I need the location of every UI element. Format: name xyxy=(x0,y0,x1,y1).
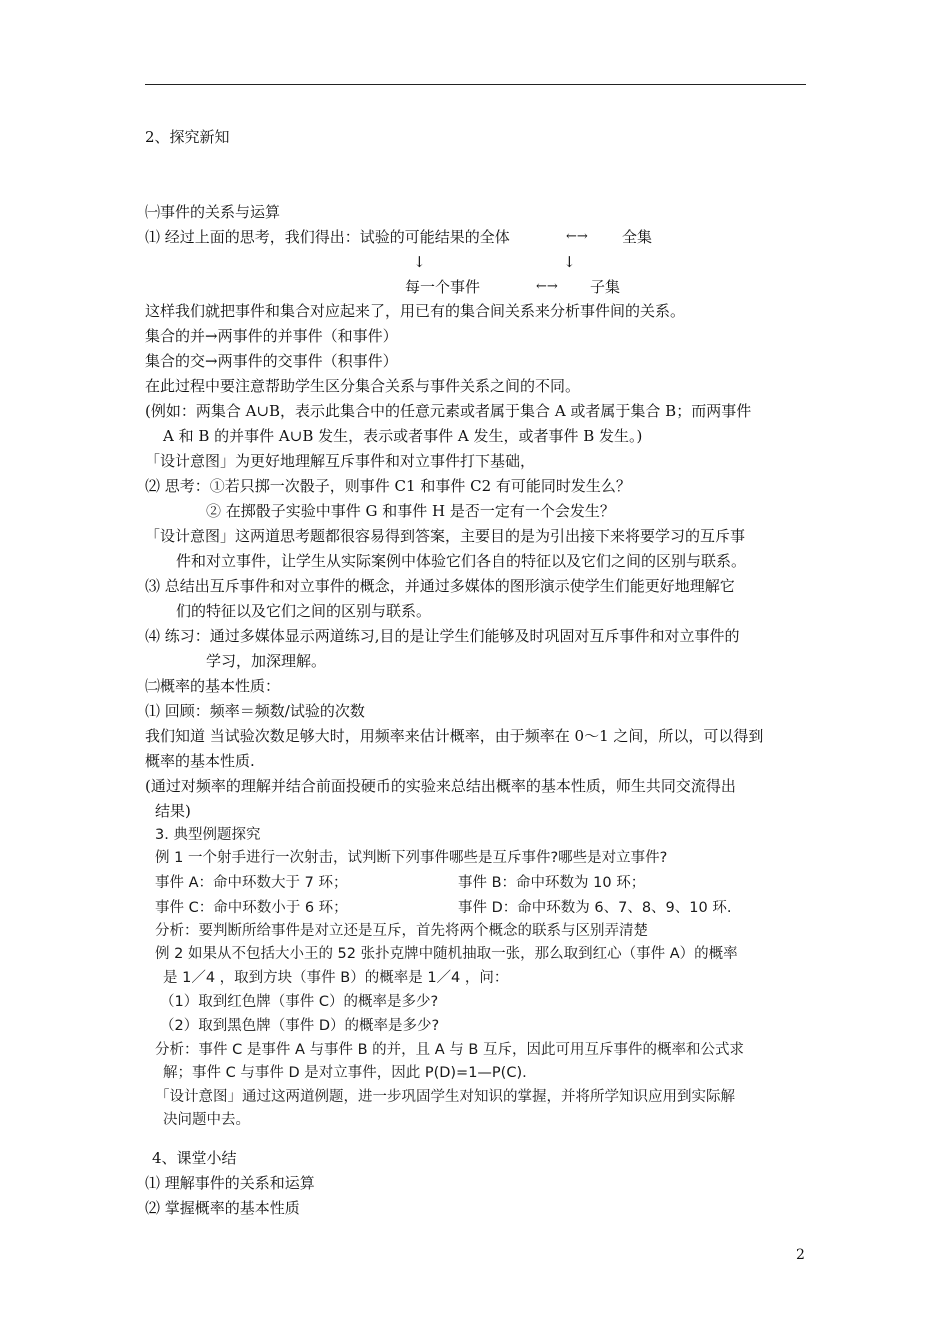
down-arrow-icon: ↓ xyxy=(563,253,576,271)
text-line: 结果) xyxy=(155,802,191,820)
section3-title: 3. 典型例题探究 xyxy=(155,827,261,843)
text-line: 集合的交→两事件的交事件（积事件） xyxy=(145,352,398,370)
analysis-1: 分析：要判断所给事件是对立还是互斥，首先将两个概念的联系与区别弄清楚 xyxy=(155,923,648,939)
text-line: ⑴ 经过上面的思考，我们得出：试验的可能结果的全体 xyxy=(145,228,510,246)
text-line: ⑷ 练习：通过多媒体显示两道练习,目的是让学生们能够及时巩固对互斥事件和对立事件的 xyxy=(145,627,740,645)
analysis-2: 分析：事件 C 是事件 A 与事件 B 的并，且 A 与 B 互斥，因此可用互斥事件的概率和公式求 xyxy=(155,1042,744,1058)
question-1: （1）取到红色牌（事件 C）的概率是多少? xyxy=(160,994,439,1010)
event-a: 事件 A：命中环数大于 7 环； xyxy=(155,875,348,891)
text-line: (通过对频率的理解并结合前面投硬币的实验来总结出概率的基本性质，师生共同交流得出 xyxy=(145,777,736,795)
text-line: 概率的基本性质. xyxy=(145,752,255,770)
example-2-cont: 是 1／4 ，取到方块（事件 B）的概率是 1／4 ，问： xyxy=(163,970,509,986)
design-intent-cont: 决问题中去。 xyxy=(163,1112,250,1128)
example-1: 例 1 一个射手进行一次射击，试判断下列事件哪些是互斥事件?哪些是对立事件? xyxy=(155,850,668,866)
text-line: 们的特征以及它们之间的区别与联系。 xyxy=(176,602,432,620)
example-2: 例 2 如果从不包括大小王的 52 张扑克牌中随机抽取一张，那么取到红心（事件 A）的概率 xyxy=(155,946,738,962)
down-arrow-icon: ↓ xyxy=(413,253,426,271)
text-line: 每一个事件 xyxy=(405,278,481,296)
part2-heading: ㈡概率的基本性质： xyxy=(145,677,281,695)
page-number: 2 xyxy=(796,1247,805,1263)
part1-heading: ㈠事件的关系与运算 xyxy=(145,203,281,221)
text-line: ⑴ 回顾：频率＝频数/试验的次数 xyxy=(145,702,365,720)
double-arrow-icon: ←→ xyxy=(566,229,588,244)
text-line: 在此过程中要注意帮助学生区分集合关系与事件关系之间的不同。 xyxy=(145,377,581,395)
text-line: A 和 B 的并事件 A∪B 发生，表示或者事件 A 发生，或者事件 B 发生。) xyxy=(163,427,643,445)
section2-title: 2、探究新知 xyxy=(145,128,230,146)
summary-item: ⑵ 掌握概率的基本性质 xyxy=(145,1199,300,1217)
text-line: ② 在掷骰子实验中事件 G 和事件 H 是否一定有一个会发生？ xyxy=(206,502,615,520)
text-line: ⑶ 总结出互斥事件和对立事件的概念，并通过多媒体的图形演示使学生们能更好地理解它 xyxy=(145,577,735,595)
text-line: 件和对立事件，让学生从实际案例中体验它们各自的特征以及它们之间的区别与联系。 xyxy=(176,552,747,570)
text-line: 全集 xyxy=(622,228,653,246)
text-line: 我们知道 当试验次数足够大时，用频率来估计概率，由于频率在 0～1 之间，所以，可以得到 xyxy=(145,727,764,745)
event-b: 事件 B：命中环数为 10 环； xyxy=(458,875,646,891)
question-2: （2）取到黑色牌（事件 D）的概率是多少? xyxy=(160,1018,440,1034)
design-intent: 「设计意图」通过这两道例题，进一步巩固学生对知识的掌握，并将所学知识应用到实际解 xyxy=(155,1089,735,1105)
text-line: 这样我们就把事件和集合对应起来了，用已有的集合间关系来分析事件间的关系。 xyxy=(145,302,686,320)
summary-item: ⑴ 理解事件的关系和运算 xyxy=(145,1174,315,1192)
analysis-2-cont: 解；事件 C 与事件 D 是对立事件，因此 P(D)=1—P(C). xyxy=(163,1065,527,1081)
text-line: 「设计意图」这两道思考题都很容易得到答案，主要目的是为引出接下来将要学习的互斥事 xyxy=(145,527,746,545)
header-rule xyxy=(145,84,806,85)
text-line: 「设计意图」为更好地理解互斥事件和对立事件打下基础， xyxy=(145,452,536,470)
event-d: 事件 D：命中环数为 6、7、8、9、10 环. xyxy=(458,900,732,916)
text-line: (例如：两集合 A∪B，表示此集合中的任意元素或者属于集合 A 或者属于集合 B；而两事件 xyxy=(145,402,752,420)
event-c: 事件 C：命中环数小于 6 环； xyxy=(155,900,348,916)
text-line: 学习，加深理解。 xyxy=(206,652,327,670)
double-arrow-icon: ←→ xyxy=(536,279,558,294)
text-line: 子集 xyxy=(590,278,621,296)
text-line: 集合的并→两事件的并事件（和事件） xyxy=(145,327,398,345)
text-line: ⑵ 思考：①若只掷一次骰子，则事件 C1 和事件 C2 有可能同时发生么？ xyxy=(145,477,631,495)
section4-title: 4、课堂小结 xyxy=(152,1149,237,1167)
